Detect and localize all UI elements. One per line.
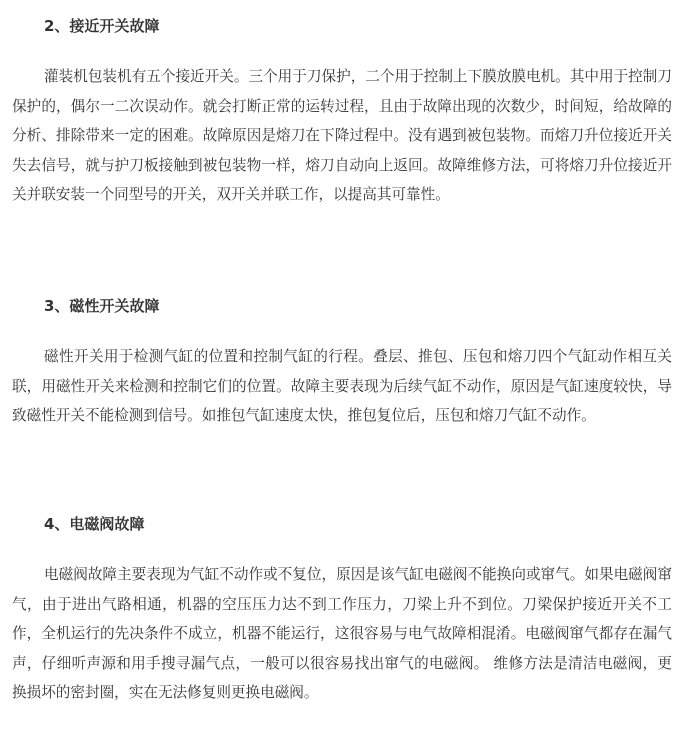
section-heading-solenoid-valve: 4、电磁阀故障 <box>44 515 145 533</box>
section-body-proximity-switch: 灌装机包装机有五个接近开关。三个用于刀保护，二个用于控制上下膜放膜电机。其中用于控制刀保护的，偶尔一二次误动作。就会打断正常的运转过程，且由于故障出现的次数少，时间短，给故障的分析、排除带来一定的困难。故障原因是熔刀在下降过程中。没有遇到被包装物。而熔刀升位接近开关失去信号，就与护刀板接触到被包装物一样，熔刀自动向上返回。故障维修方法，可将熔刀升位接近开关并联安装一个同型号的开关，双开关并联工作，以提高其可靠性。 <box>12 68 672 203</box>
section-body-magnetic-switch: 磁性开关用于检测气缸的位置和控制气缸的行程。叠层、推包、压包和熔刀四个气缸动作相互关联，用磁性开关来检测和控制它们的位置。故障主要表现为后续气缸不动作，原因是气缸速度较快，导致磁性开关不能检测到信号。如推包气缸速度太快，推包复位后，压包和熔刀气缸不动作。 <box>12 348 672 424</box>
section-heading-proximity-switch: 2、接近开关故障 <box>44 17 160 35</box>
section-body-solenoid-valve: 电磁阀故障主要表现为气缸不动作或不复位，原因是该气缸电磁阀不能换向或窜气。如果电磁阀窜气，由于进出气路相通，机器的空压压力达不到工作压力，刀梁上升不到位。刀梁保护接近开关不工作，全机运行的先决条件不成立，机器不能运行，这很容易与电气故障相混淆。电磁阀窜气都存在漏气声，仔细听声源和用手搜寻漏气点，一般可以很容易找出窜气的电磁阀。 维修方法是清洁电磁阀，更换损坏的密封圈，实在无法修复则更换电磁阀。 <box>12 566 672 701</box>
section-heading-magnetic-switch: 3、磁性开关故障 <box>44 297 160 315</box>
